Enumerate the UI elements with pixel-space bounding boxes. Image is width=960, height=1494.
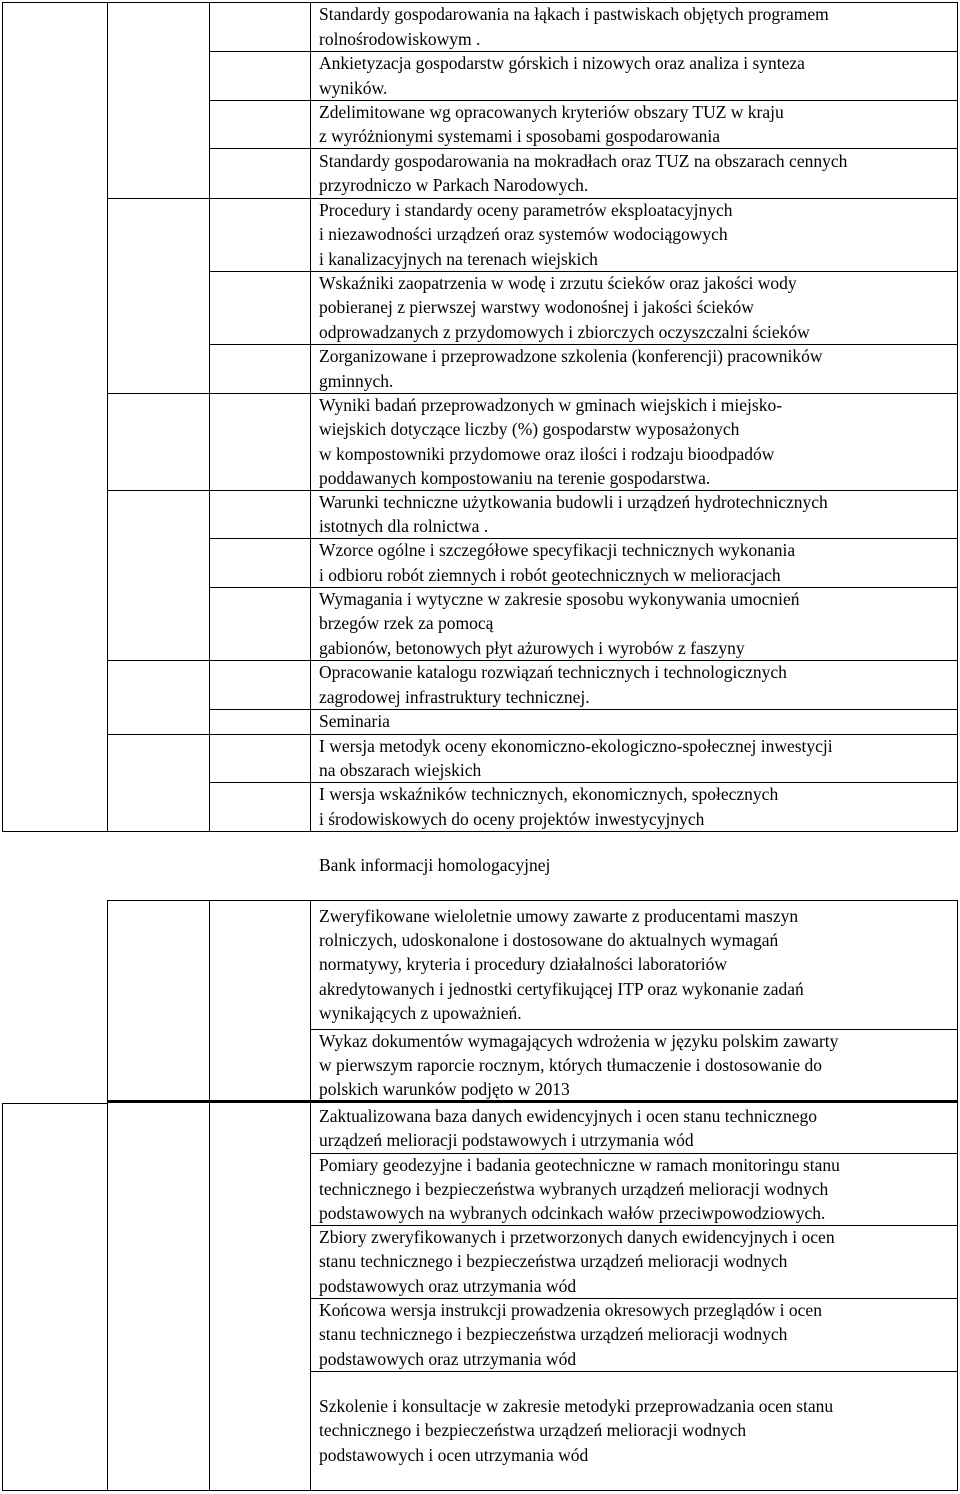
description-line: Zorganizowane i przeprowadzone szkolenia (konferencji) pracowników [319,346,823,367]
row-description [319,1104,817,1152]
description-line: i środowiskowych do oceny projektów inwestycyjnych [319,808,705,829]
pw-cell [107,2,209,198]
pw-cell [107,900,209,1029]
description-line: Standardy gospodarowania na mokradłach oraz TUZ na obszarach cennych [319,150,848,171]
description-line: w kompostowniki przydomowe oraz ilości i rodzaju bioodpadów [319,443,775,464]
description-line: technicznego i bezpieczeństwa wybranych urządzeń melioracji wodnych [319,1179,829,1200]
description-line: Procedury i standardy oceny parametrów eksploatacyjnych [319,200,733,221]
row-description [319,904,804,1025]
row-number [209,1298,310,1371]
row-number [209,490,310,538]
description-line: Zaktualizowana baza danych ewidencyjnych i ocen stanu technicznego [319,1105,818,1126]
row-number [209,1153,310,1225]
row-number [209,900,310,1029]
description-line: Opracowanie katalogu rozwiązań technicznych i technologicznych [319,662,787,683]
year-cell [2,1103,107,1490]
row-description [319,660,787,708]
description-line: i odbioru robót ziemnych i robót geotechnicznych w melioracjach [319,564,781,585]
description-line: podstawowych na wybranych odcinkach wałów przeciwpowodziowych. [319,1203,826,1224]
description-line: podstawowych i ocen utrzymania wód [319,1444,589,1465]
pw-cell [107,734,209,831]
description-line: Wymagania i wytyczne w zakresie sposobu wykonywania umocnień [319,589,800,610]
description-line: Pomiary geodezyjne i badania geotechniczne w ramach monitoringu stanu [319,1155,840,1175]
pw-cell [107,852,209,878]
year-cell [2,2,107,831]
description-line: Zdelimitowane wg opracowanych kryteriów obszary TUZ w kraju [319,102,784,122]
description-line: istotnych dla rolnictwa . [319,516,489,537]
description-line: akredytowanych i jednostki certyfikującej ITP oraz wykonanie zadań [319,978,804,999]
row-number [209,393,310,490]
description-line: z wyróżnionymi systemami i sposobami gospodarowania [319,126,720,147]
row-number [209,587,310,660]
row-number [209,271,310,344]
description-line: wiejskich dotyczące liczby (%) gospodarstw wyposażonych [319,419,740,440]
description-line: Zbiory zweryfikowanych i przetworzonych danych ewidencyjnych i ocen [319,1227,835,1248]
row-description [319,853,550,877]
row-description [319,1153,840,1226]
description-line: i niezawodności urządzeń oraz systemów wodociągowych [319,224,728,245]
row-number [209,1103,310,1153]
description-line: Standardy gospodarowania na łąkach i pastwiskach objętych programem [319,4,829,25]
row-description [319,1394,833,1467]
row-description [319,1029,838,1102]
description-line: Końcowa wersja instrukcji prowadzenia okresowych przeglądów i ocen [319,1300,822,1321]
description-line: gminnych. [319,370,394,391]
row-description [319,1298,822,1371]
description-line: podstawowych oraz utrzymania wód [319,1275,577,1296]
row-description [319,538,795,586]
row-number [209,734,310,782]
row-number [209,2,310,51]
description-line: odprowadzanych z przydomowych i zbiorczych oczyszczalni ścieków [319,321,810,342]
description-line: gabionów, betonowych płyt ażurowych i wyrobów z faszyny [319,637,745,658]
row-description [319,149,847,197]
row-description [319,490,828,538]
row-number [209,1029,310,1100]
row-description [319,51,805,99]
row-number [209,1225,310,1298]
description-line: zagrodowej infrastruktury technicznej. [319,686,590,707]
table-rule [310,1371,958,1372]
pw-cell [107,490,209,660]
row-description [319,709,390,733]
table-rule [957,1103,958,1490]
description-line: na obszarach wiejskich [319,760,482,781]
description-line: normatywy, kryteria i procedury działalności laboratoriów [319,954,728,975]
description-line: Wzorce ogólne i szczegółowe specyfikacji technicznych wykonania [319,540,796,561]
row-description [319,587,800,660]
description-line: urządzeń melioracji podstawowych i utrzymania wód [319,1130,694,1150]
table-rule [2,831,958,832]
description-line: stanu technicznego i bezpieczeństwa urządzeń melioracji wodnych [319,1324,788,1345]
row-number [209,344,310,393]
row-number [209,51,310,100]
row-description [319,344,823,392]
description-line: Wskaźniki zaopatrzenia w wodę i zrzutu ścieków oraz jakości wody [319,273,797,294]
description-line: Warunki techniczne użytkowania budowli i urządzeń hydrotechnicznych [319,492,828,512]
row-description [319,1225,835,1298]
description-line: I wersja metodyk oceny ekonomiczno-ekologiczno-społecznej inwestycji [319,736,833,756]
description-line: podstawowych oraz utrzymania wód [319,1348,577,1369]
description-line: wynikających z upoważnień. [319,1002,522,1023]
description-line: w pierwszym raporcie rocznym, których tłumaczenie i dostosowanie do [319,1055,822,1076]
row-number [209,1371,310,1490]
description-line: Wyniki badań przeprowadzonych w gminach wiejskich i miejsko- [319,395,783,416]
description-line: rolniczych, udoskonalone i dostosowane do aktualnych wymagań [319,930,779,951]
description-line: rolnośrodowiskowym . [319,28,481,49]
table-rule [310,900,311,1100]
row-number [209,709,310,734]
description-line: Ankietyzacja gospodarstw górskich i nizowych oraz analiza i synteza [319,53,805,74]
description-line: stanu technicznego i bezpieczeństwa urządzeń melioracji wodnych [319,1251,788,1272]
table-rule [957,2,958,831]
row-description [319,2,829,50]
row-number [209,148,310,198]
row-number [209,198,310,271]
description-line: wyników. [319,77,388,98]
description-line: Szkolenie i konsultacje w zakresie metodyki przeprowadzania ocen stanu [319,1396,834,1417]
pw-cell [107,198,209,393]
description-line: technicznego i bezpieczeństwa urządzeń melioracji wodnych [319,1420,747,1441]
description-line: Bank informacji homologacyjnej [319,854,551,875]
row-number [209,100,310,148]
row-number [209,782,310,831]
row-description [319,271,810,344]
table-rule [2,1490,958,1491]
description-line: Zweryfikowane wieloletnie umowy zawarte z producentami maszyn [319,906,799,926]
description-line: przyrodniczo w Parkach Narodowych. [319,175,589,195]
row-description [319,734,833,782]
pw-cell [107,393,209,490]
pw-cell [107,1103,209,1490]
row-number [209,538,310,587]
row-description [319,393,782,490]
description-line: poddawanych kompostowaniu na terenie gospodarstwa. [319,467,711,488]
description-line: pobieranej z pierwszej warstwy wodonośnej i jakości ścieków [319,297,754,318]
description-line: I wersja wskaźników technicznych, ekonomicznych, społecznych [319,784,779,805]
pw-cell [107,1029,209,1100]
pw-cell [107,660,209,734]
description-line: i kanalizacyjnych na terenach wiejskich [319,248,598,269]
row-number [209,852,310,878]
description-line: brzegów rzek za pomocą [319,613,494,634]
description-line: polskich warunków podjęto w 2013 [319,1079,570,1100]
table-rule [310,1103,311,1490]
table-rule [310,2,311,831]
row-description [319,782,778,830]
table-rule [957,900,958,1100]
description-line: Wykaz dokumentów wymagających wdrożenia w języku polskim zawarty [319,1031,839,1051]
row-description [319,100,784,148]
description-line: Seminaria [319,711,390,732]
row-number [209,660,310,709]
row-description [319,198,733,271]
